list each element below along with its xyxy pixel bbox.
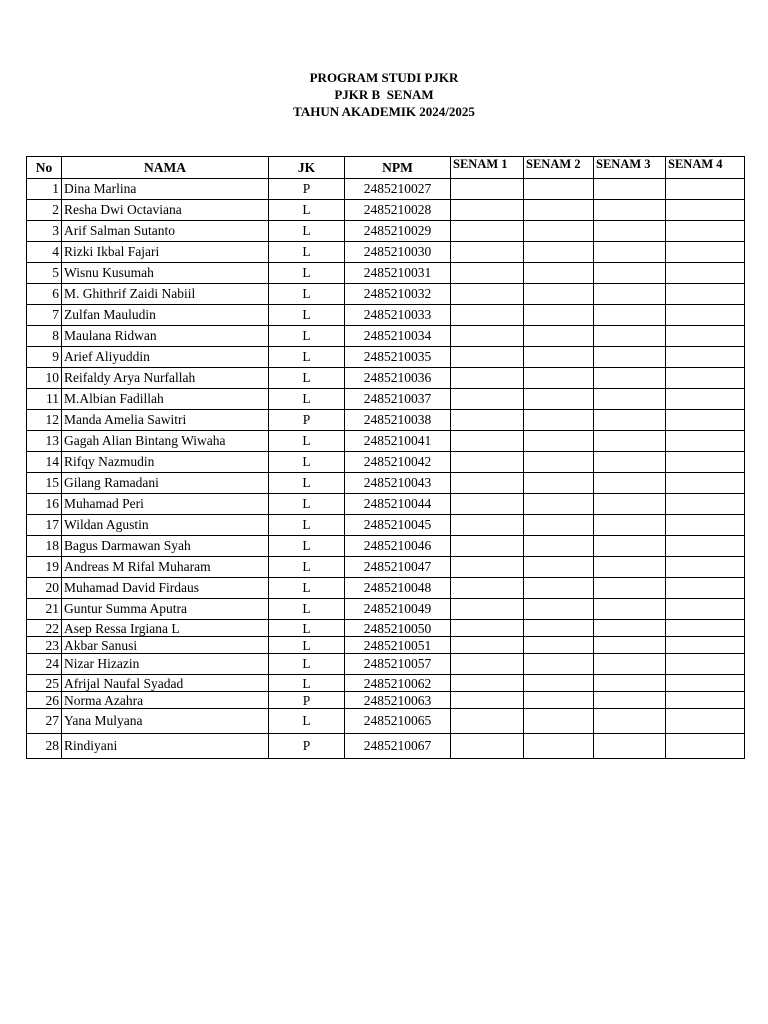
- class-title: PJKR B SENAM: [334, 87, 434, 102]
- cell-no: 20: [27, 578, 62, 599]
- cell-jk: L: [269, 389, 345, 410]
- cell-senam-4[interactable]: [666, 578, 745, 599]
- column-header-npm: NPM: [345, 157, 451, 179]
- cell-senam-3[interactable]: [594, 536, 666, 557]
- cell-senam-1[interactable]: [451, 389, 524, 410]
- cell-jk: L: [269, 200, 345, 221]
- cell-nama: Maulana Ridwan: [62, 326, 269, 347]
- cell-senam-1[interactable]: [451, 709, 524, 734]
- cell-senam-1[interactable]: [451, 200, 524, 221]
- cell-no: 15: [27, 473, 62, 494]
- cell-senam-3[interactable]: [594, 734, 666, 759]
- cell-nama: Dina Marlina: [62, 179, 269, 200]
- cell-senam-3[interactable]: [594, 452, 666, 473]
- cell-senam-4[interactable]: [666, 389, 745, 410]
- cell-npm: 2485210041: [345, 431, 451, 452]
- cell-jk: P: [269, 179, 345, 200]
- cell-jk: L: [269, 473, 345, 494]
- table-row: [27, 431, 745, 452]
- cell-senam-2[interactable]: [524, 637, 594, 654]
- cell-no: 21: [27, 599, 62, 620]
- cell-senam-2[interactable]: [524, 654, 594, 675]
- table-row: [27, 599, 745, 620]
- cell-senam-2[interactable]: [524, 473, 594, 494]
- cell-senam-2[interactable]: [524, 368, 594, 389]
- cell-senam-3[interactable]: [594, 599, 666, 620]
- cell-nama: Arief Aliyuddin: [62, 347, 269, 368]
- table-row: [27, 494, 745, 515]
- cell-npm: 2485210033: [345, 305, 451, 326]
- cell-senam-4[interactable]: [666, 200, 745, 221]
- cell-nama: Rindiyani: [62, 734, 269, 759]
- table-row: [27, 200, 745, 221]
- cell-no: 17: [27, 515, 62, 536]
- cell-senam-4[interactable]: [666, 221, 745, 242]
- cell-nama: Manda Amelia Sawitri: [62, 410, 269, 431]
- cell-senam-2[interactable]: [524, 557, 594, 578]
- cell-senam-4[interactable]: [666, 494, 745, 515]
- table-row: [27, 263, 745, 284]
- academic-year-title: TAHUN AKADEMIK 2024/2025: [293, 104, 475, 119]
- table-row: [27, 515, 745, 536]
- cell-npm: 2485210044: [345, 494, 451, 515]
- cell-senam-4[interactable]: [666, 305, 745, 326]
- cell-jk: P: [269, 410, 345, 431]
- table-row: [27, 452, 745, 473]
- cell-senam-1[interactable]: [451, 368, 524, 389]
- cell-npm: 2485210063: [345, 692, 451, 709]
- table-row: [27, 410, 745, 431]
- cell-npm: 2485210062: [345, 675, 451, 692]
- table-row: [27, 179, 745, 200]
- cell-jk: L: [269, 452, 345, 473]
- cell-senam-1[interactable]: [451, 692, 524, 709]
- cell-no: 13: [27, 431, 62, 452]
- table-row: [27, 557, 745, 578]
- cell-senam-1[interactable]: [451, 599, 524, 620]
- cell-no: 11: [27, 389, 62, 410]
- cell-nama: Gilang Ramadani: [62, 473, 269, 494]
- cell-senam-2[interactable]: [524, 709, 594, 734]
- cell-senam-4[interactable]: [666, 473, 745, 494]
- table-row: [27, 368, 745, 389]
- cell-senam-1[interactable]: [451, 675, 524, 692]
- cell-senam-2[interactable]: [524, 389, 594, 410]
- cell-no: 22: [27, 620, 62, 637]
- cell-senam-4[interactable]: [666, 620, 745, 637]
- cell-no: 25: [27, 675, 62, 692]
- cell-nama: Norma Azahra: [62, 692, 269, 709]
- cell-jk: L: [269, 305, 345, 326]
- cell-nama: Muhamad David Firdaus: [62, 578, 269, 599]
- cell-npm: 2485210032: [345, 284, 451, 305]
- cell-senam-4[interactable]: [666, 734, 745, 759]
- table-row: [27, 473, 745, 494]
- cell-npm: 2485210048: [345, 578, 451, 599]
- cell-npm: 2485210030: [345, 242, 451, 263]
- cell-senam-3[interactable]: [594, 221, 666, 242]
- cell-no: 7: [27, 305, 62, 326]
- cell-senam-3[interactable]: [594, 389, 666, 410]
- cell-senam-3[interactable]: [594, 709, 666, 734]
- cell-senam-4[interactable]: [666, 452, 745, 473]
- cell-jk: L: [269, 431, 345, 452]
- cell-senam-3[interactable]: [594, 368, 666, 389]
- cell-nama: Bagus Darmawan Syah: [62, 536, 269, 557]
- cell-nama: M. Ghithrif Zaidi Nabiil: [62, 284, 269, 305]
- column-header-no: No: [27, 157, 62, 179]
- cell-senam-2[interactable]: [524, 263, 594, 284]
- cell-jk: L: [269, 620, 345, 637]
- table-row: [27, 221, 745, 242]
- cell-senam-3[interactable]: [594, 620, 666, 637]
- cell-no: 3: [27, 221, 62, 242]
- cell-senam-1[interactable]: [451, 578, 524, 599]
- cell-senam-2[interactable]: [524, 620, 594, 637]
- cell-senam-1[interactable]: [451, 326, 524, 347]
- cell-no: 27: [27, 709, 62, 734]
- cell-senam-3[interactable]: [594, 284, 666, 305]
- table-row: [27, 654, 745, 675]
- cell-nama: Zulfan Mauludin: [62, 305, 269, 326]
- table-row: [27, 692, 745, 709]
- cell-senam-3[interactable]: [594, 515, 666, 536]
- cell-npm: 2485210057: [345, 654, 451, 675]
- cell-nama: Andreas M Rifal Muharam: [62, 557, 269, 578]
- column-header-senam-1: SENAM 1: [451, 157, 524, 179]
- cell-no: 18: [27, 536, 62, 557]
- cell-no: 10: [27, 368, 62, 389]
- cell-jk: L: [269, 675, 345, 692]
- cell-no: 1: [27, 179, 62, 200]
- cell-senam-3[interactable]: [594, 410, 666, 431]
- cell-nama: Rifqy Nazmudin: [62, 452, 269, 473]
- cell-senam-4[interactable]: [666, 599, 745, 620]
- cell-no: 19: [27, 557, 62, 578]
- cell-npm: 2485210046: [345, 536, 451, 557]
- cell-senam-2[interactable]: [524, 675, 594, 692]
- cell-senam-2[interactable]: [524, 347, 594, 368]
- cell-senam-4[interactable]: [666, 431, 745, 452]
- cell-senam-4[interactable]: [666, 410, 745, 431]
- cell-senam-3[interactable]: [594, 242, 666, 263]
- cell-no: 16: [27, 494, 62, 515]
- cell-no: 8: [27, 326, 62, 347]
- cell-senam-1[interactable]: [451, 179, 524, 200]
- cell-senam-2[interactable]: [524, 452, 594, 473]
- table-row: [27, 284, 745, 305]
- cell-jk: L: [269, 242, 345, 263]
- cell-senam-4[interactable]: [666, 179, 745, 200]
- cell-senam-1[interactable]: [451, 515, 524, 536]
- cell-senam-4[interactable]: [666, 692, 745, 709]
- table-row: [27, 709, 745, 734]
- table-row: [27, 389, 745, 410]
- cell-npm: 2485210028: [345, 200, 451, 221]
- student-roster-table: [26, 156, 745, 759]
- cell-no: 4: [27, 242, 62, 263]
- cell-jk: L: [269, 263, 345, 284]
- cell-no: 2: [27, 200, 62, 221]
- cell-nama: Arif Salman Sutanto: [62, 221, 269, 242]
- cell-senam-4[interactable]: [666, 557, 745, 578]
- table-row: [27, 578, 745, 599]
- cell-senam-4[interactable]: [666, 368, 745, 389]
- cell-senam-3[interactable]: [594, 431, 666, 452]
- table-row: [27, 734, 745, 759]
- cell-npm: 2485210043: [345, 473, 451, 494]
- cell-nama: Asep Ressa Irgiana L: [62, 620, 269, 637]
- cell-no: 23: [27, 637, 62, 654]
- column-header-senam-4: SENAM 4: [666, 157, 745, 179]
- cell-senam-1[interactable]: [451, 654, 524, 675]
- cell-nama: Afrijal Naufal Syadad: [62, 675, 269, 692]
- cell-senam-2[interactable]: [524, 692, 594, 709]
- cell-senam-4[interactable]: [666, 263, 745, 284]
- cell-jk: L: [269, 709, 345, 734]
- cell-senam-4[interactable]: [666, 347, 745, 368]
- cell-senam-2[interactable]: [524, 515, 594, 536]
- cell-no: 26: [27, 692, 62, 709]
- cell-senam-2[interactable]: [524, 536, 594, 557]
- cell-senam-3[interactable]: [594, 494, 666, 515]
- cell-jk: L: [269, 221, 345, 242]
- cell-npm: 2485210035: [345, 347, 451, 368]
- cell-nama: Nizar Hizazin: [62, 654, 269, 675]
- cell-jk: L: [269, 368, 345, 389]
- cell-senam-1[interactable]: [451, 473, 524, 494]
- cell-npm: 2485210036: [345, 368, 451, 389]
- cell-senam-3[interactable]: [594, 654, 666, 675]
- cell-senam-1[interactable]: [451, 431, 524, 452]
- cell-senam-4[interactable]: [666, 284, 745, 305]
- cell-senam-4[interactable]: [666, 675, 745, 692]
- table-row: [27, 305, 745, 326]
- cell-jk: L: [269, 326, 345, 347]
- cell-senam-3[interactable]: [594, 347, 666, 368]
- cell-senam-4[interactable]: [666, 242, 745, 263]
- cell-senam-2[interactable]: [524, 242, 594, 263]
- cell-senam-2[interactable]: [524, 431, 594, 452]
- cell-jk: L: [269, 599, 345, 620]
- cell-no: 14: [27, 452, 62, 473]
- cell-nama: Muhamad Peri: [62, 494, 269, 515]
- cell-npm: 2485210038: [345, 410, 451, 431]
- cell-npm: 2485210067: [345, 734, 451, 759]
- table-row: [27, 637, 745, 654]
- cell-senam-3[interactable]: [594, 179, 666, 200]
- cell-nama: Wildan Agustin: [62, 515, 269, 536]
- cell-nama: Guntur Summa Aputra: [62, 599, 269, 620]
- cell-senam-4[interactable]: [666, 326, 745, 347]
- cell-senam-2[interactable]: [524, 578, 594, 599]
- cell-senam-1[interactable]: [451, 620, 524, 637]
- cell-senam-1[interactable]: [451, 452, 524, 473]
- cell-nama: Rizki Ikbal Fajari: [62, 242, 269, 263]
- cell-senam-4[interactable]: [666, 709, 745, 734]
- cell-senam-1[interactable]: [451, 347, 524, 368]
- cell-senam-4[interactable]: [666, 536, 745, 557]
- cell-senam-2[interactable]: [524, 284, 594, 305]
- cell-senam-1[interactable]: [451, 242, 524, 263]
- program-title: PROGRAM STUDI PJKR: [309, 70, 459, 85]
- table-row: [27, 675, 745, 692]
- cell-senam-2[interactable]: [524, 179, 594, 200]
- cell-nama: Yana Mulyana: [62, 709, 269, 734]
- cell-npm: 2485210050: [345, 620, 451, 637]
- cell-npm: 2485210065: [345, 709, 451, 734]
- cell-senam-3[interactable]: [594, 200, 666, 221]
- cell-npm: 2485210051: [345, 637, 451, 654]
- cell-jk: L: [269, 284, 345, 305]
- cell-senam-2[interactable]: [524, 326, 594, 347]
- cell-jk: L: [269, 578, 345, 599]
- column-header-jk: JK: [269, 157, 345, 179]
- cell-npm: 2485210034: [345, 326, 451, 347]
- table-row: [27, 620, 745, 637]
- table-row: [27, 536, 745, 557]
- cell-senam-2[interactable]: [524, 734, 594, 759]
- cell-nama: M.Albian Fadillah: [62, 389, 269, 410]
- cell-senam-3[interactable]: [594, 263, 666, 284]
- cell-no: 9: [27, 347, 62, 368]
- cell-senam-2[interactable]: [524, 599, 594, 620]
- cell-nama: Resha Dwi Octaviana: [62, 200, 269, 221]
- table-row: [27, 242, 745, 263]
- cell-senam-4[interactable]: [666, 637, 745, 654]
- cell-senam-1[interactable]: [451, 221, 524, 242]
- cell-npm: 2485210031: [345, 263, 451, 284]
- column-header-senam-2: SENAM 2: [524, 157, 594, 179]
- cell-nama: Gagah Alian Bintang Wiwaha: [62, 431, 269, 452]
- cell-senam-3[interactable]: [594, 326, 666, 347]
- cell-senam-2[interactable]: [524, 200, 594, 221]
- cell-senam-1[interactable]: [451, 410, 524, 431]
- cell-jk: L: [269, 347, 345, 368]
- cell-npm: 2485210047: [345, 557, 451, 578]
- cell-senam-2[interactable]: [524, 305, 594, 326]
- cell-npm: 2485210027: [345, 179, 451, 200]
- cell-jk: L: [269, 557, 345, 578]
- cell-senam-3[interactable]: [594, 305, 666, 326]
- cell-no: 24: [27, 654, 62, 675]
- column-header-nama: NAMA: [62, 157, 269, 179]
- table-header-row: [27, 157, 745, 179]
- cell-senam-4[interactable]: [666, 654, 745, 675]
- cell-no: 12: [27, 410, 62, 431]
- cell-senam-3[interactable]: [594, 692, 666, 709]
- table-row: [27, 326, 745, 347]
- cell-jk: L: [269, 654, 345, 675]
- cell-senam-4[interactable]: [666, 515, 745, 536]
- roster-body: [27, 179, 745, 759]
- cell-jk: L: [269, 515, 345, 536]
- cell-senam-3[interactable]: [594, 578, 666, 599]
- cell-jk: L: [269, 637, 345, 654]
- cell-senam-2[interactable]: [524, 221, 594, 242]
- cell-nama: Reifaldy Arya Nurfallah: [62, 368, 269, 389]
- cell-senam-1[interactable]: [451, 305, 524, 326]
- cell-senam-3[interactable]: [594, 557, 666, 578]
- cell-npm: 2485210029: [345, 221, 451, 242]
- cell-jk: P: [269, 692, 345, 709]
- cell-senam-1[interactable]: [451, 494, 524, 515]
- cell-no: 5: [27, 263, 62, 284]
- cell-npm: 2485210037: [345, 389, 451, 410]
- cell-jk: L: [269, 536, 345, 557]
- cell-senam-2[interactable]: [524, 494, 594, 515]
- cell-senam-3[interactable]: [594, 637, 666, 654]
- cell-senam-1[interactable]: [451, 637, 524, 654]
- cell-senam-1[interactable]: [451, 284, 524, 305]
- cell-senam-1[interactable]: [451, 263, 524, 284]
- cell-npm: 2485210042: [345, 452, 451, 473]
- cell-senam-1[interactable]: [451, 557, 524, 578]
- cell-no: 6: [27, 284, 62, 305]
- cell-nama: Wisnu Kusumah: [62, 263, 269, 284]
- cell-no: 28: [27, 734, 62, 759]
- cell-senam-1[interactable]: [451, 536, 524, 557]
- cell-senam-3[interactable]: [594, 473, 666, 494]
- cell-npm: 2485210049: [345, 599, 451, 620]
- cell-senam-1[interactable]: [451, 734, 524, 759]
- cell-senam-3[interactable]: [594, 675, 666, 692]
- cell-npm: 2485210045: [345, 515, 451, 536]
- cell-nama: Akbar Sanusi: [62, 637, 269, 654]
- cell-jk: L: [269, 494, 345, 515]
- document-header: [0, 69, 768, 120]
- column-header-senam-3: SENAM 3: [594, 157, 666, 179]
- cell-jk: P: [269, 734, 345, 759]
- table-row: [27, 347, 745, 368]
- cell-senam-2[interactable]: [524, 410, 594, 431]
